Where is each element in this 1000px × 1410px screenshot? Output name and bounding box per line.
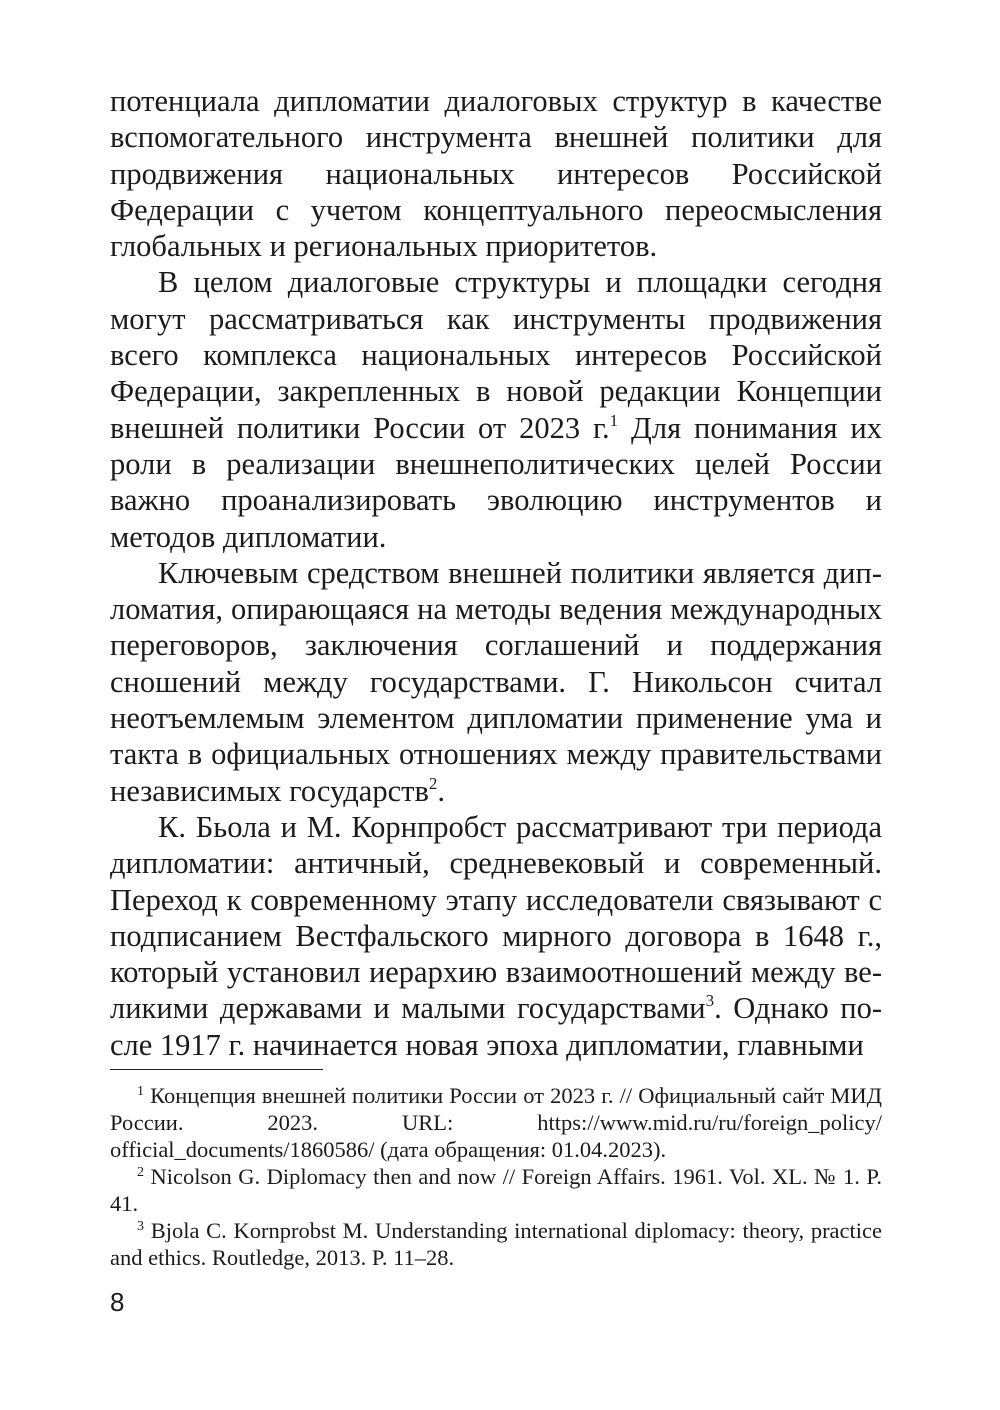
paragraph-3-text: Ключевым средством внешней политики является дипломатия, опирающаяся на методы ведения международных переговоров, заключения соглашений и поддержания сношений между государствами. Г. Никольсон считал неотъемлемым элементом дипломатии применение ума и такта в официальных отношениях между правительствами независимых государств (110, 555, 882, 808)
paragraph-3-text-cont: . (437, 773, 445, 808)
footnote-ref-3: 3 (705, 991, 715, 1011)
footnote-separator (110, 1069, 323, 1070)
footnote-number: 3 (137, 1219, 144, 1234)
paragraph-4-text-cont: . Однако после 1917 г. начинается новая эпоха дипломатии, главными (110, 991, 883, 1062)
paragraph-4-text: К. Бьола и М. Корнпробст рассматривают три периода дипломатии: античный, средневековый и современный. Переход к современному этапу исследователи связывают с подписанием Вестфальского мирного договора в 1648 г., который установил иерархию взаимоотношений между великими державами и малыми государствами (110, 809, 882, 1026)
paragraph-2 (110, 264, 882, 554)
paragraph-4 (110, 809, 882, 1063)
paragraph-2-text-cont: Для понимания их роли в реализации внешнеполитических целей России важно проанализировать эволюцию инструментов и методов дипломатии. (110, 410, 882, 554)
footnote-2 (110, 1163, 882, 1217)
footnote-number: 1 (137, 1084, 144, 1099)
main-text (110, 83, 882, 1063)
paragraph-2-text: В целом диалоговые структуры и площадки сегодня могут рассматриваться как инструменты продвижения всего комплекса национальных интересов Российской Федерации, закрепленных в новой редакции Концепции внешней политики России от 2023 г. (110, 265, 882, 445)
footnote-ref-2: 2 (428, 773, 438, 793)
footnote-text: Bjola C. Kornprobst M. Understanding international diplomacy: theory, practice and ethics. Routledge, 2013. P. 11–28. (110, 1218, 883, 1270)
footnote-ref-1: 1 (609, 410, 619, 430)
footnote-1 (110, 1082, 882, 1163)
page-number: 8 (110, 1287, 125, 1317)
footnote-3 (110, 1217, 882, 1271)
footnote-number: 2 (137, 1165, 144, 1180)
footnote-text: Nicolson G. Diplomacy then and now // Foreign Affairs. 1961. Vol. XL. № 1. P. 41. (110, 1164, 883, 1216)
paragraph-3 (110, 555, 882, 809)
paragraph-1 (110, 83, 882, 264)
footnotes (110, 1082, 882, 1271)
footnote-text: Концепция внешней политики России от 2023 г. // Официальный сайт МИД России. 2023. URL: https://www.mid.ru/ru/foreign_policy/ official_documents/1860586/ (дата обращения: 01.04.2023). (110, 1083, 882, 1162)
paragraph-1-text: потенциала дипломатии диалоговых структур в качестве вспомогательного инструмента внешней политики для продвижения национальных интересов Российской Федерации с учетом концептуального переосмысления глобальных и региональных приоритетов. (110, 84, 882, 264)
